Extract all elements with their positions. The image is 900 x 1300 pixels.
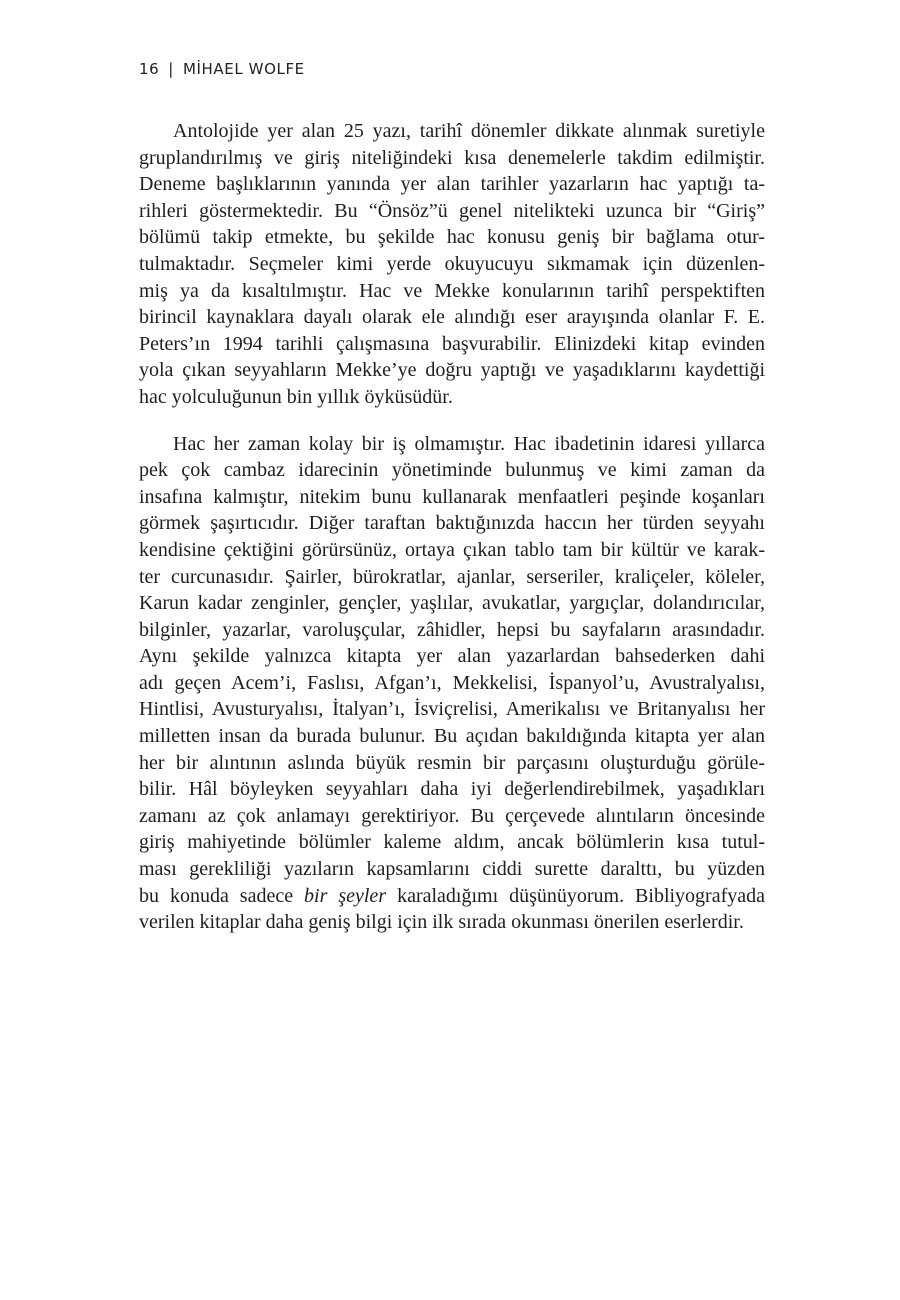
text-line: gruplandırılmış ve giriş niteliğindeki kısa denemelerle takdim edilmiştir. (139, 146, 765, 169)
text-line: Deneme başlıklarının yanında yer alan tarihler yazarların hac yaptığı ta- (139, 173, 765, 196)
text-line: yola çıkan seyyahların Mekke’ye doğru yaptığı ve yaşadıklarını kaydettiği (139, 359, 765, 382)
text-line: Aynı şekilde yalnızca kitapta yer alan yazarlardan bahsederken dahi (139, 645, 765, 668)
text-line: Karun kadar zenginler, gençler, yaşlılar, avukatlar, yargıçlar, dolandırıcılar, (139, 592, 765, 615)
text-line: tulmaktadır. Seçmeler kimi yerde okuyucuyu sıkmamak için düzenlen- (139, 252, 765, 275)
text-line: bölümü takip etmekte, bu şekilde hac konusu geniş bir bağlama otur- (139, 226, 765, 249)
running-header (139, 60, 305, 78)
text-line: verilen kitaplar daha geniş bilgi için ilk sırada okunması önerilen eserlerdir. (139, 911, 744, 934)
text-line: her bir alıntının aslında büyük resmin bir parçasını oluşturduğu görüle- (139, 751, 765, 774)
text-line: Hac her zaman kolay bir iş olmamıştır. Hac ibadetinin idaresi yıllarca (173, 432, 765, 455)
text-line: zamanı az çok anlamayı gerektiriyor. Bu çerçevede alıntıların öncesinde (139, 804, 765, 827)
text-line: Antolojide yer alan 25 yazı, tarihî dönemler dikkate alınmak suretiyle (173, 120, 765, 142)
text-line: giriş mahiyetinde bölümler kaleme aldım, ancak bölümlerin kısa tutul- (139, 831, 765, 854)
text-line: Peters’ın 1994 tarihli çalışmasına başvurabilir. Elinizdeki kitap evinden (139, 332, 765, 355)
text-line: ması gerekliliği yazıların kapsamlarını ciddi surette daralttı, bu yüzden (139, 858, 765, 881)
text-line: rihleri göstermektedir. Bu “Önsöz”ü genel nitelikteki uzunca bir “Giriş” (139, 199, 765, 222)
author-name: MİHAEL WOLFE (182, 60, 305, 78)
text-line: pek çok cambaz idarecinin yönetiminde bulunmuş ve kimi zaman da (139, 459, 765, 482)
text-line: görmek şaşırtıcıdır. Diğer taraftan baktığınızda haccın her türden seyyahı (139, 512, 765, 535)
text-line: hac yolculuğunun bin yıllık öyküsüdür. (139, 385, 453, 408)
page-body (139, 118, 765, 936)
text-line: kendisine çektiğini görürsünüz, ortaya çıkan tablo tam bir kültür ve karak- (139, 538, 765, 561)
text-run: karaladığımı düşünüyorum. Bibliyografyada (386, 884, 766, 907)
body-paragraph (139, 431, 765, 936)
text-line: insafına kalmıştır, nitekim bunu kullanarak menfaatleri peşinde koşanları (139, 485, 765, 508)
text-run: bu konuda sadece (139, 884, 305, 907)
text-line: Hintlisi, Avusturyalısı, İtalyan’ı, İsviçrelisi, Amerikalısı ve Britanyalısı her (139, 698, 765, 721)
text-line: adı geçen Acem’i, Faslısı, Afgan’ı, Mekkelisi, İspanyol’u, Avustralyalısı, (139, 671, 765, 694)
body-paragraph (139, 118, 765, 411)
text-line (139, 883, 765, 910)
italic-text: bir şeyler (304, 884, 387, 907)
text-line: miş ya da kısaltılmıştır. Hac ve Mekke konularının tarihî perspektiften (139, 279, 765, 302)
text-line: ter curcunasıdır. Şairler, bürokratlar, ajanlar, serseriler, kraliçeler, köleler, (139, 565, 765, 588)
text-line: birincil kaynaklara dayalı olarak ele alındığı eser arayışında olanlar F. E. (139, 306, 765, 329)
page-number: 16 (139, 60, 160, 78)
header-separator: | (168, 60, 174, 78)
text-line: milletten insan da burada bulunur. Bu açıdan bakıldığında kitapta yer alan (139, 725, 765, 748)
text-line: bilginler, yazarlar, varoluşçular, zâhidler, hepsi bu sayfaların arasındadır. (139, 618, 765, 641)
text-line: bilir. Hâl böyleyken seyyahları daha iyi değerlendirebilmek, yaşadıkları (139, 778, 765, 801)
